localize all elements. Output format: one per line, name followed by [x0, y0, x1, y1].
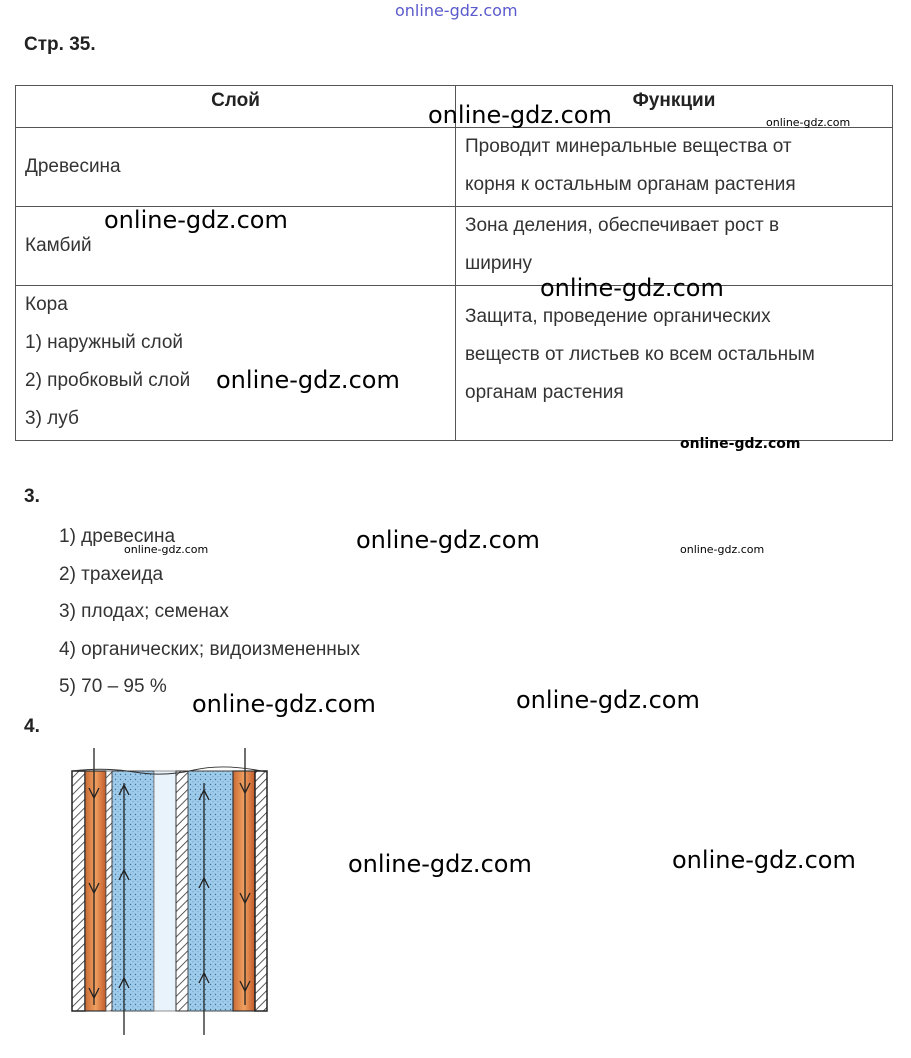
layer-subitem: 1) наружный слой [25, 332, 184, 353]
answer-item: 4) органических; видоизмененных [59, 638, 360, 660]
function-line: Проводит минеральные вещества от [465, 136, 792, 157]
answer-item: 5) 70 – 95 % [59, 676, 167, 697]
watermark: online-gdz.com [356, 526, 540, 554]
watermark: online-gdz.com [428, 101, 612, 129]
function-line: ширину [465, 253, 533, 274]
watermark: online-gdz.com [216, 366, 400, 394]
watermark: online-gdz.com [680, 436, 801, 452]
watermark: online-gdz.com [672, 846, 856, 874]
watermark: online-gdz.com [680, 543, 765, 556]
layer-name: Камбий [25, 235, 92, 256]
function-line: Защита, проведение органических [465, 306, 771, 327]
table-row [16, 128, 893, 207]
answer-item: 1) древесина [59, 526, 176, 547]
watermark: online-gdz.com [766, 116, 851, 129]
watermark: online-gdz.com [348, 850, 532, 878]
layer-subitem: 2) пробковый слой [25, 370, 191, 391]
section-3-answers [59, 518, 360, 706]
table-row [16, 286, 893, 441]
table-cell-layer [16, 128, 456, 207]
watermark: online-gdz.com [516, 686, 700, 714]
function-line: корня к остальным органам растения [465, 174, 796, 195]
watermark: online-gdz.com [192, 690, 376, 718]
watermark: online-gdz.com [124, 543, 209, 556]
watermark: online-gdz.com [540, 274, 724, 302]
table-header-functions: Функции [456, 86, 893, 128]
function-line: веществ от листьев ко всем остальным [465, 344, 815, 365]
section-4-number: 4. [24, 716, 40, 737]
function-line: органам растения [465, 382, 624, 403]
table-cell-function [456, 128, 893, 207]
answer-item: 3) плодах; семенах [59, 601, 229, 622]
table-header-layer: Слой [16, 86, 456, 128]
layers-table [15, 85, 893, 441]
watermark: online-gdz.com [104, 206, 288, 234]
watermark-top: online-gdz.com [395, 1, 518, 20]
page-title: Стр. 35. [24, 34, 96, 55]
table-cell-layer [16, 286, 456, 441]
answer-item: 2) трахеида [59, 563, 164, 585]
layer-name: Древесина [25, 156, 121, 177]
table-cell-function [456, 286, 893, 441]
layer-name: Кора [25, 294, 68, 315]
stem-cross-section-drawing [64, 743, 274, 1043]
function-line: Зона деления, обеспечивает рост в [465, 215, 780, 236]
section-3-number: 3. [24, 486, 40, 507]
layer-subitem: 3) луб [25, 408, 79, 429]
